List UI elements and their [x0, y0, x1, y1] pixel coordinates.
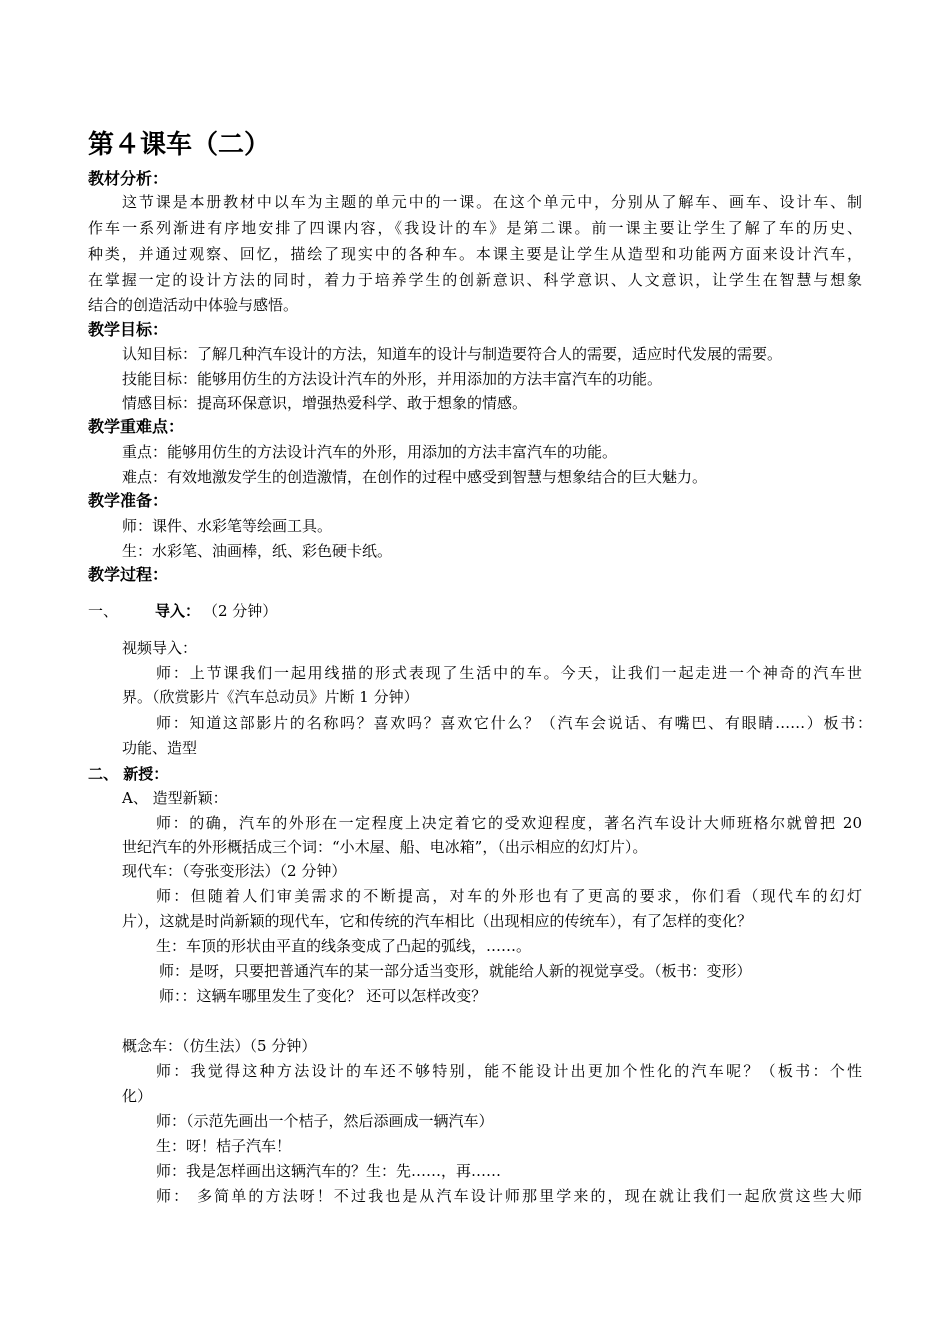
dialog-line: 界。（欣赏影片《汽车总动员》片断 1 分钟）	[122, 688, 419, 706]
section-heading-process: 教学过程：	[88, 565, 169, 584]
part-a-heading: A、 造型新颖：	[122, 789, 228, 807]
paragraph-line: 作车一系列渐进有序地安排了四课内容，《我设计的车》是第二课。前一课主要让学生了解了车的历史、	[88, 219, 862, 237]
dialog-line: 师：（示范先画出一个桔子，然后添画成一辆汽车）	[156, 1112, 494, 1130]
modern-car-heading: 现代车：（夸张变形法）（2 分钟）	[122, 862, 347, 880]
paragraph-line: 这节课是本册教材中以车为主题的单元中的一课。在这个单元中，分别从了解车、画车、设计车、制	[122, 193, 862, 211]
dialog-line: 师：但随着人们审美需求的不断提高，对车的外形也有了更高的要求，你们看（现代车的幻灯	[156, 887, 862, 905]
dialog-line: 师：是呀，只要把普通汽车的某一部分适当变形，就能给人新的视觉享受。（板书：变形）	[159, 962, 752, 980]
key-point-line: 难点：有效地激发学生的创造激情，在创作的过程中感受到智慧与想象结合的巨大魅力。	[122, 468, 708, 486]
dialog-line: 生：呀！桔子汽车！	[156, 1137, 292, 1155]
key-point-line: 重点：能够用仿生的方法设计汽车的外形，用添加的方法丰富汽车的功能。	[122, 443, 618, 461]
concept-car-heading: 概念车：（仿生法）（5 分钟）	[122, 1037, 317, 1055]
section-heading-key-points: 教学重难点：	[88, 417, 185, 436]
section-heading-preparation: 教学准备：	[88, 491, 169, 510]
step-time: （2 分钟）	[203, 602, 278, 620]
section-heading-goals: 教学目标：	[88, 320, 169, 339]
paragraph-line: 结合的创造活动中体验与感悟。	[88, 296, 299, 314]
goal-line: 技能目标：能够用仿生的方法设计汽车的外形，并用添加的方法丰富汽车的功能。	[122, 370, 663, 388]
step2-heading: 二、 新授：	[88, 765, 169, 783]
preparation-line: 师：课件、水彩笔等绘画工具。	[122, 517, 333, 535]
dialog-line: 化）	[122, 1087, 153, 1105]
dialog-line: 师：知道这部影片的名称吗？喜欢吗？喜欢它什么？（汽车会说话、有嘴巴、有眼睛……）板书：	[156, 714, 872, 732]
goal-line: 情感目标：提高环保意识，增强热爱科学、敢于想象的情感。	[122, 394, 528, 412]
section-heading-analysis: 教材分析：	[88, 169, 169, 188]
paragraph-line: 在掌握一定的设计方法的同时，着力于培养学生的创新意识、科学意识、人文意识，让学生在智慧与想象	[88, 271, 862, 289]
dialog-line: 师：：这辆车哪里发生了变化？ 还可以怎样改变？	[159, 987, 487, 1005]
dialog-line: 师： 多简单的方法呀！不过我也是从汽车设计师那里学来的，现在就让我们一起欣赏这些大师	[156, 1187, 862, 1205]
dialog-line: 师：我是怎样画出这辆汽车的？生：先……，再……	[156, 1162, 502, 1180]
dialog-line: 师：上节课我们一起用线描的形式表现了生活中的车。今天，让我们一起走进一个神奇的汽车世	[156, 664, 862, 682]
dialog-line: 世纪汽车的外形概括成三个词：“小木屋、船、电冰箱”，（出示相应的幻灯片）。	[122, 838, 648, 856]
paragraph-line: 种类，并通过观察、回忆，描绘了现实中的各种车。本课主要是让学生从造型和功能两方面来设计汽车，	[88, 245, 862, 263]
dialog-line: 师：我觉得这种方法设计的车还不够特别，能不能设计出更加个性化的汽车呢？（板书：个性	[156, 1062, 862, 1080]
dialog-line: 生：车顶的形状由平直的线条变成了凸起的弧线，……。	[156, 937, 532, 955]
page-title: 第４课车（二）	[88, 130, 271, 160]
preparation-line: 生：水彩笔、油画棒，纸、彩色硬卡纸。	[122, 542, 393, 560]
video-label: 视频导入：	[122, 639, 198, 657]
dialog-line: 片），这就是时尚新颖的现代车，它和传统的汽车相比（出现相应的传统车），有了怎样的变化？	[122, 912, 753, 930]
step-label: 导入：	[155, 602, 201, 620]
dialog-line: 功能、造型	[122, 739, 198, 757]
dialog-line: 师：的确，汽车的外形在一定程度上决定着它的受欢迎程度，著名汽车设计大师班格尔就曾把 20	[156, 814, 862, 832]
goal-line: 认知目标：了解几种汽车设计的方法，知道车的设计与制造要符合人的需要，适应时代发展的需要。	[122, 345, 783, 363]
step-number: 一、	[88, 602, 119, 620]
